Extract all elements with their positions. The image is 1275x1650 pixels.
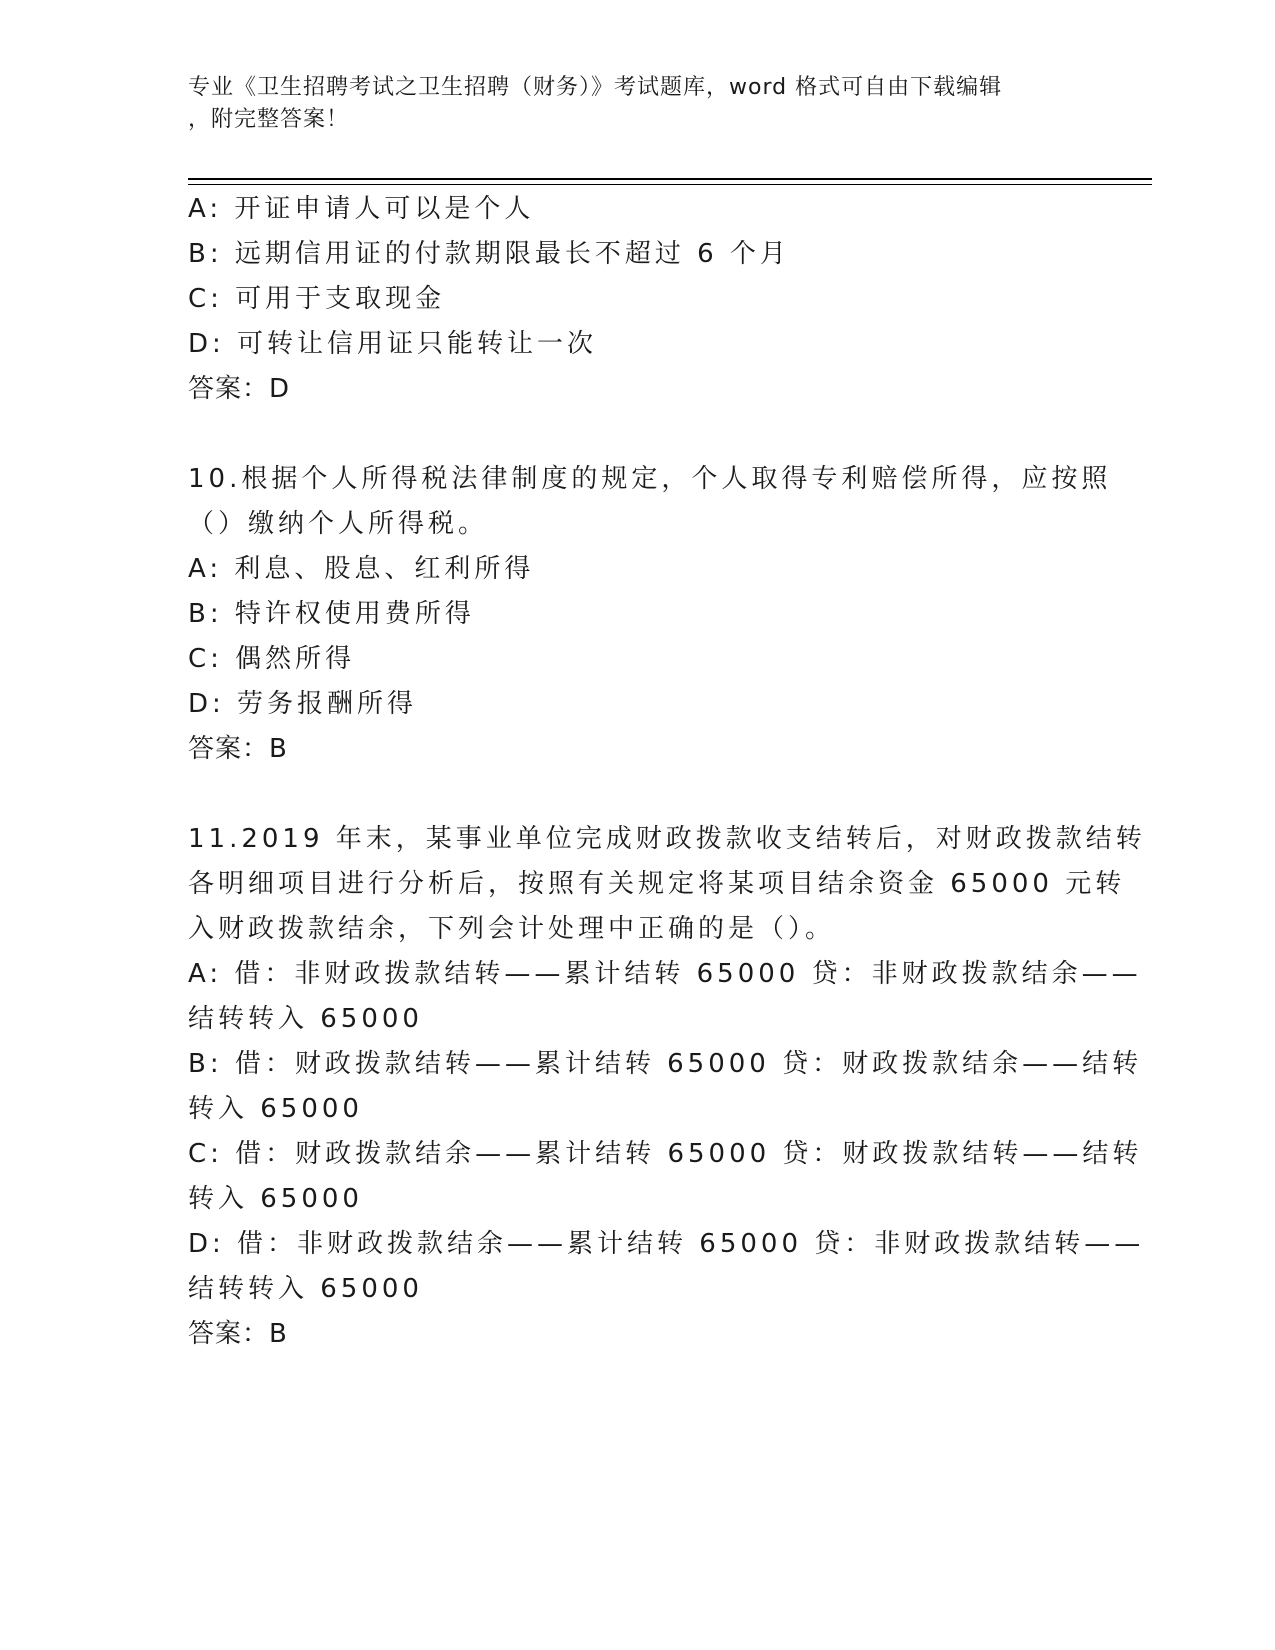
header-line-2: ，附完整答案！ [188,107,350,132]
q10-option-c: C: 偶然所得 [188,644,356,674]
q11-option-a-line-1: A: 借：非财政拨款结转——累计结转 65000 贷：非财政拨款结余—— [188,959,1142,989]
q10-option-a: A: 利息、股息、红利所得 [188,554,535,584]
q10-stem-line-2: （）缴纳个人所得税。 [188,509,489,539]
document-header [188,72,1088,136]
q10-stem-line-1: 10.根据个人所得税法律制度的规定，个人取得专利赔偿所得，应按照 [188,464,1112,494]
header-line-1: 专业《卫生招聘考试之卫生招聘（财务）》考试题库，word 格式可自由下载编辑 [188,75,1003,100]
q11-option-a-line-2: 结转转入 65000 [188,1004,423,1034]
q9-answer: 答案：D [188,374,291,404]
q11-stem-line-3: 入财政拨款结余，下列会计处理中正确的是（）。 [188,914,836,944]
q11-stem-line-2: 各明细项目进行分析后，按照有关规定将某项目结余资金 65000 元转 [188,869,1126,899]
q11-option-c-line-2: 转入 65000 [188,1184,363,1214]
q11-stem-line-1: 11.2019 年末，某事业单位完成财政拨款收支结转后，对财政拨款结转 [188,824,1146,854]
q10-option-d: D: 劳务报酬所得 [188,689,418,719]
q9-option-c: C: 可用于支取现金 [188,284,446,314]
q9-option-b: B: 远期信用证的付款期限最长不超过 6 个月 [188,239,790,269]
q9-option-a: A: 开证申请人可以是个人 [188,194,535,224]
q11-option-c-line-1: C: 借：财政拨款结余——累计结转 65000 贷：财政拨款结转——结转 [188,1139,1143,1169]
q11-option-d-line-2: 结转转入 65000 [188,1274,423,1304]
header-divider-thick [188,178,1152,180]
q11-option-b-line-1: B: 借：财政拨款结转——累计结转 65000 贷：财政拨款结余——结转 [188,1049,1143,1079]
q10-answer: 答案：B [188,734,288,764]
header-divider-thin [188,184,1152,185]
q11-option-b-line-2: 转入 65000 [188,1094,363,1124]
q11-answer: 答案：B [188,1319,288,1349]
q9-option-d: D: 可转让信用证只能转让一次 [188,329,598,359]
q10-option-b: B: 特许权使用费所得 [188,599,475,629]
q11-option-d-line-1: D: 借：非财政拨款结余——累计结转 65000 贷：非财政拨款结转—— [188,1229,1145,1259]
